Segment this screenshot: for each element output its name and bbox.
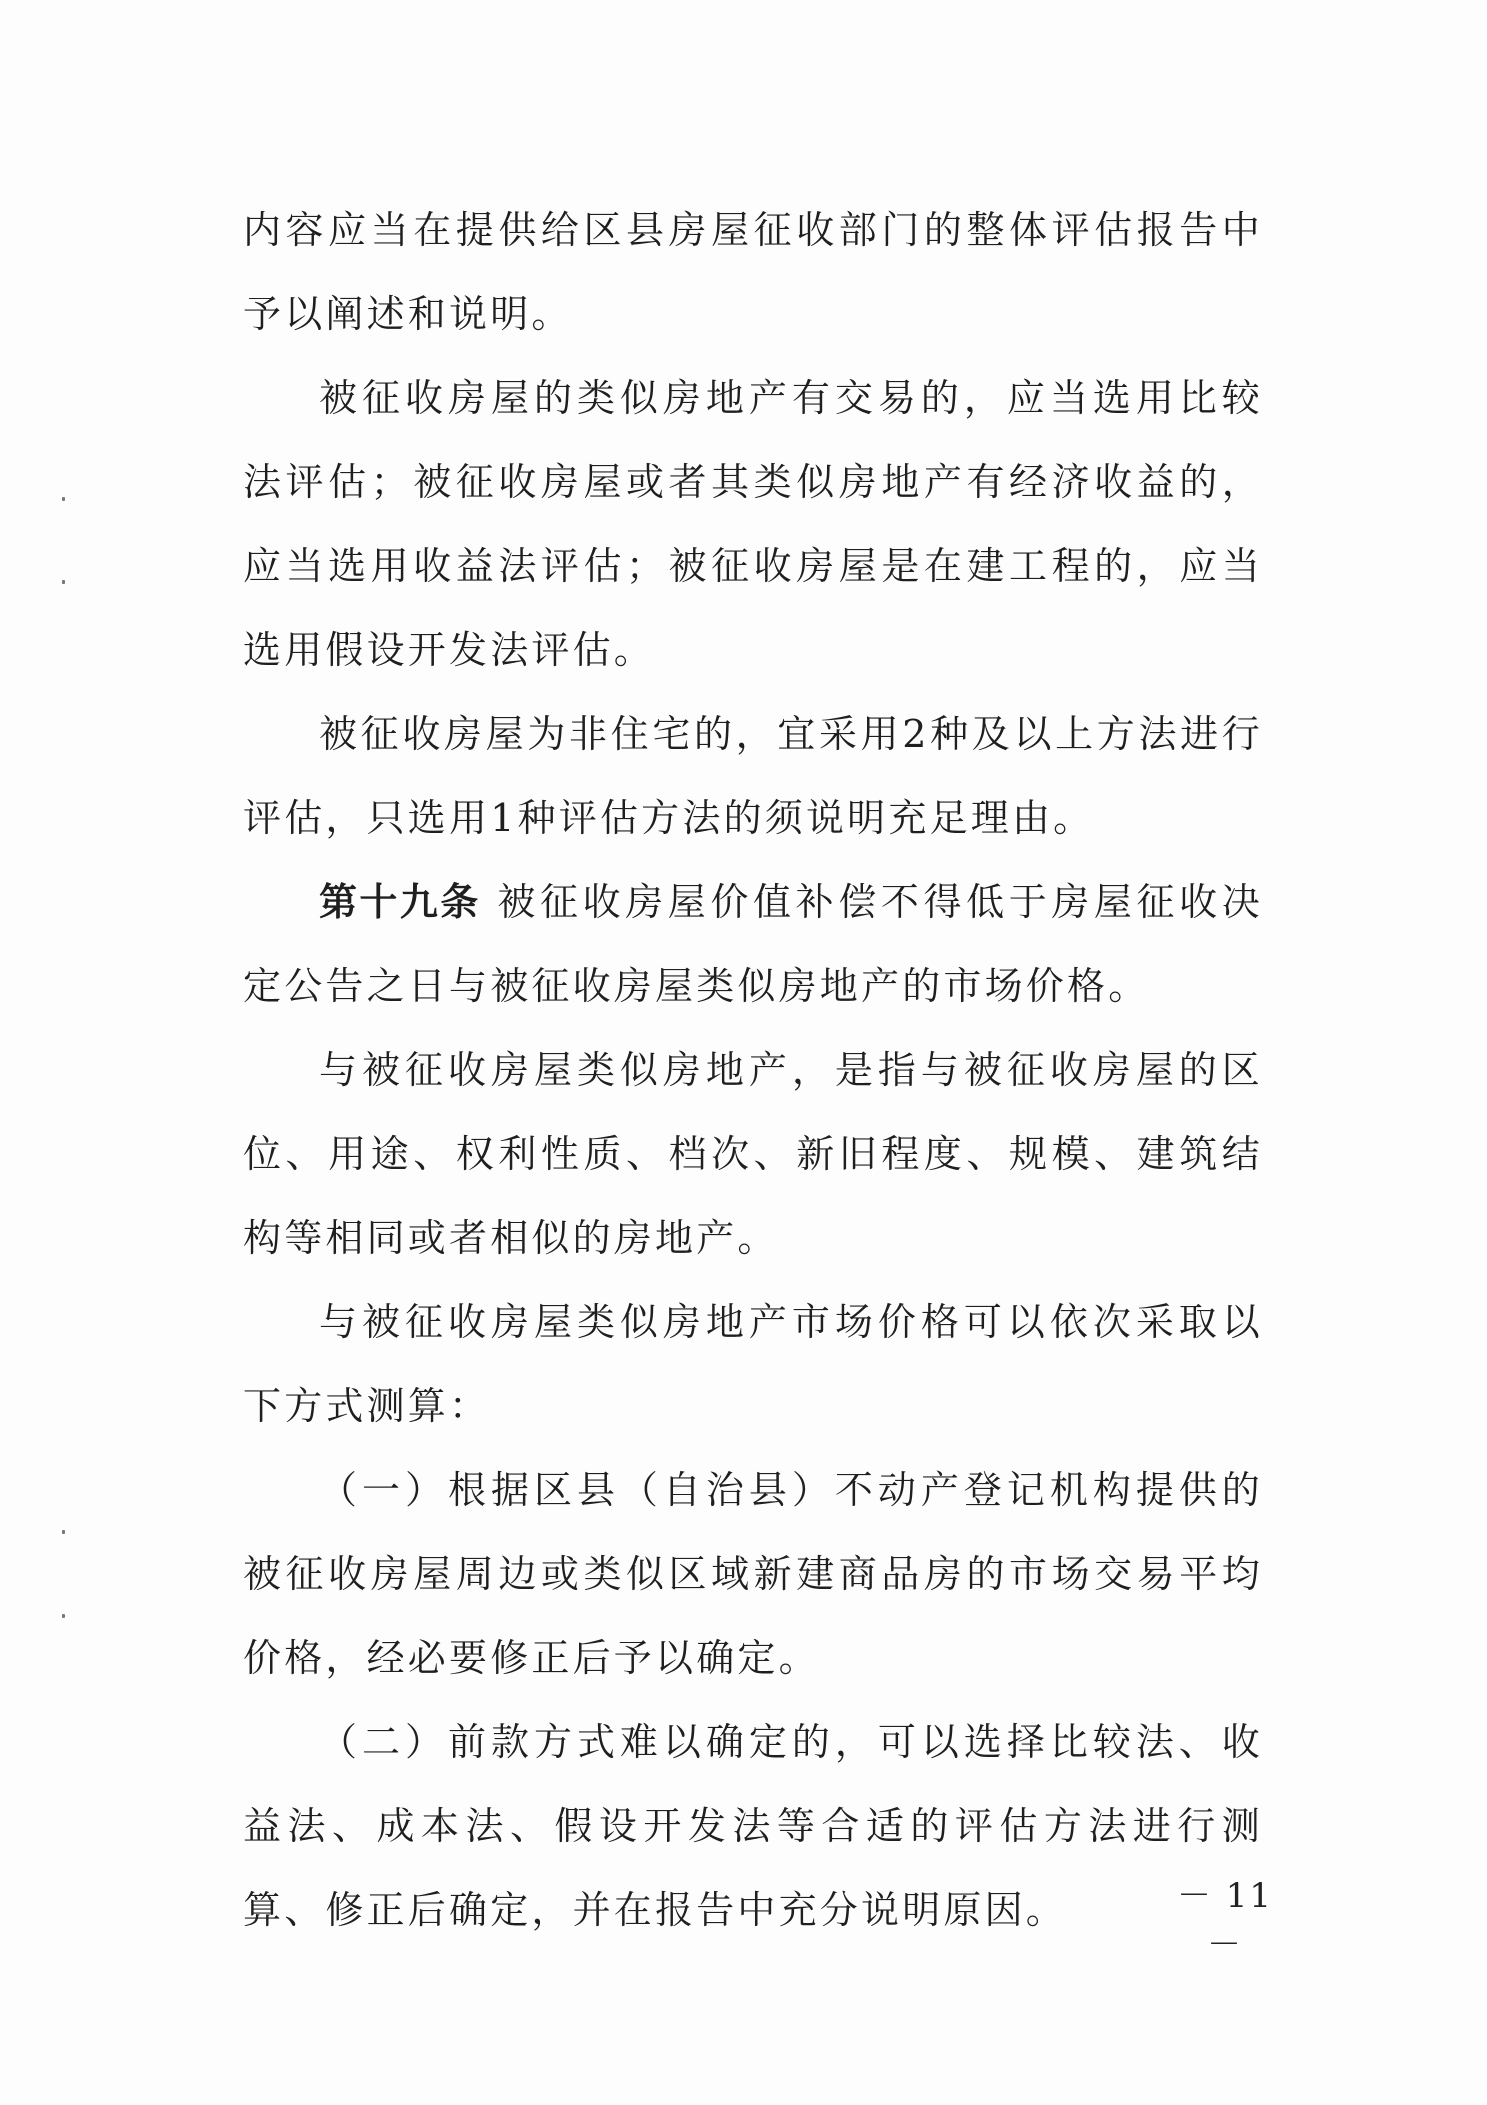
article-19-text: 被征收房屋价值补偿不得低于房屋征收决定公告之日与被征收房屋类似房地产的市场价格。 xyxy=(243,880,1263,1008)
scan-dot xyxy=(62,580,65,584)
paragraph-article-19 xyxy=(243,860,1263,1028)
paragraph-item-1: （一）根据区县（自治县）不动产登记机构提供的被征收房屋周边或类似区域新建商品房的市场交易平均价格，经必要修正后予以确定。 xyxy=(243,1468,1263,1680)
paragraph-evaluation-methods: 被征收房屋的类似房地产有交易的，应当选用比较法评估；被征收房屋或者其类似房地产有经济收益的，应当选用收益法评估；被征收房屋是在建工程的，应当选用假设开发法评估。 xyxy=(243,376,1263,672)
scan-dot xyxy=(62,1530,65,1534)
paragraph-item-2: （二）前款方式难以确定的，可以选择比较法、收益法、成本法、假设开发法等合适的评估方法进行测算、修正后确定，并在报告中充分说明原因。 xyxy=(243,1720,1263,1932)
document-body xyxy=(243,188,1263,1952)
paragraph-market-price-calculation: 与被征收房屋类似房地产市场价格可以依次采取以下方式测算： xyxy=(243,1300,1263,1428)
paragraph-continuation: 内容应当在提供给区县房屋征收部门的整体评估报告中予以阐述和说明。 xyxy=(243,208,1263,336)
page-number: － 11 － xyxy=(1176,1876,1274,1965)
paragraph-non-residential: 被征收房屋为非住宅的，宜采用2种及以上方法进行评估，只选用1种评估方法的须说明充足理由。 xyxy=(243,712,1263,840)
article-heading: 第十九条 xyxy=(319,880,481,924)
scan-dot xyxy=(62,1614,65,1618)
scan-dot xyxy=(62,497,65,501)
paragraph-similar-property-definition: 与被征收房屋类似房地产，是指与被征收房屋的区位、用途、权利性质、档次、新旧程度、规模、建筑结构等相同或者相似的房地产。 xyxy=(243,1048,1263,1260)
